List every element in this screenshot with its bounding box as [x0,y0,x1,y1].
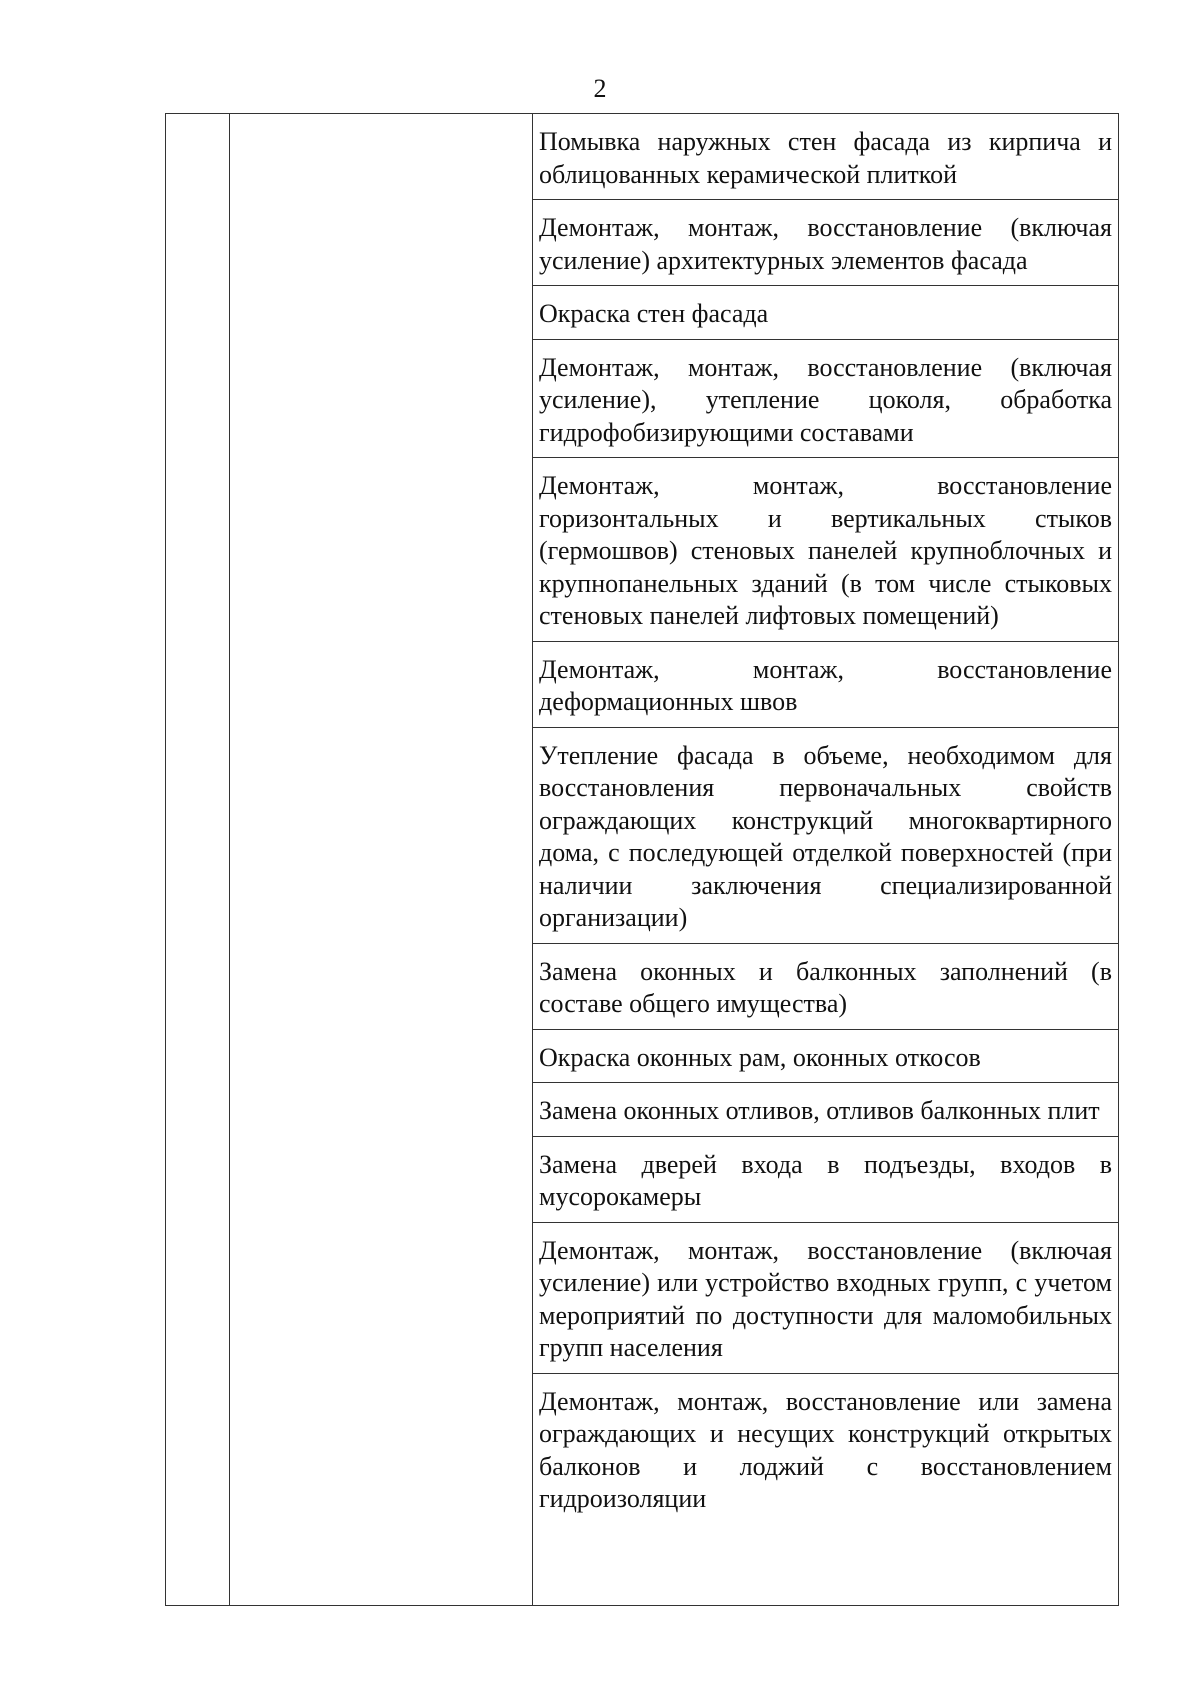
table-row: Демонтаж, монтаж, восстановление (включая усиление), утепление цоколя, обработка гидрофобизирующими составами [533,340,1118,459]
table-row: Демонтаж, монтаж, восстановление или замена ограждающих и несущих конструкций открытых балконов и лоджий с восстановлением гидроизоляции [539,1386,1112,1513]
table-row: Утепление фасада в объеме, необходимом для восстановления первоначальных свойств ограждающих конструкций многоквартирного дома, с последующей отделкой поверхностей (при наличии заключения специализированной организации) [533,728,1118,944]
works-table [165,113,1119,1606]
table-row: Замена оконных и балконных заполнений (в составе общего имущества) [533,944,1118,1030]
works-list-column [533,114,1118,1524]
table-row: Замена оконных отливов, отливов балконных плит [533,1083,1118,1137]
table-row: Демонтаж, монтаж, восстановление деформационных швов [533,642,1118,728]
table-row: Замена дверей входа в подъезды, входов в мусорокамеры [533,1137,1118,1223]
table-row: Демонтаж, монтаж, восстановление (включая усиление) или устройство входных групп, с учетом мероприятий по доступности для маломобильных групп населения [533,1223,1118,1374]
table-row: Окраска стен фасада [533,286,1118,340]
table-row: Демонтаж, монтаж, восстановление (включая усиление) архитектурных элементов фасада [533,200,1118,286]
table-row: Демонтаж, монтаж, восстановление горизонтальных и вертикальных стыков (гермошвов) стеновых панелей крупноблочных и крупнопанельных зданий (в том числе стыковых стеновых панелей лифтовых помещений) [533,458,1118,642]
table-row: Окраска оконных рам, оконных откосов [533,1030,1118,1084]
column-divider-1 [229,114,230,1605]
page-number: 2 [593,74,607,103]
table-row: Помывка наружных стен фасада из кирпича и облицованных керамической плиткой [533,114,1118,200]
